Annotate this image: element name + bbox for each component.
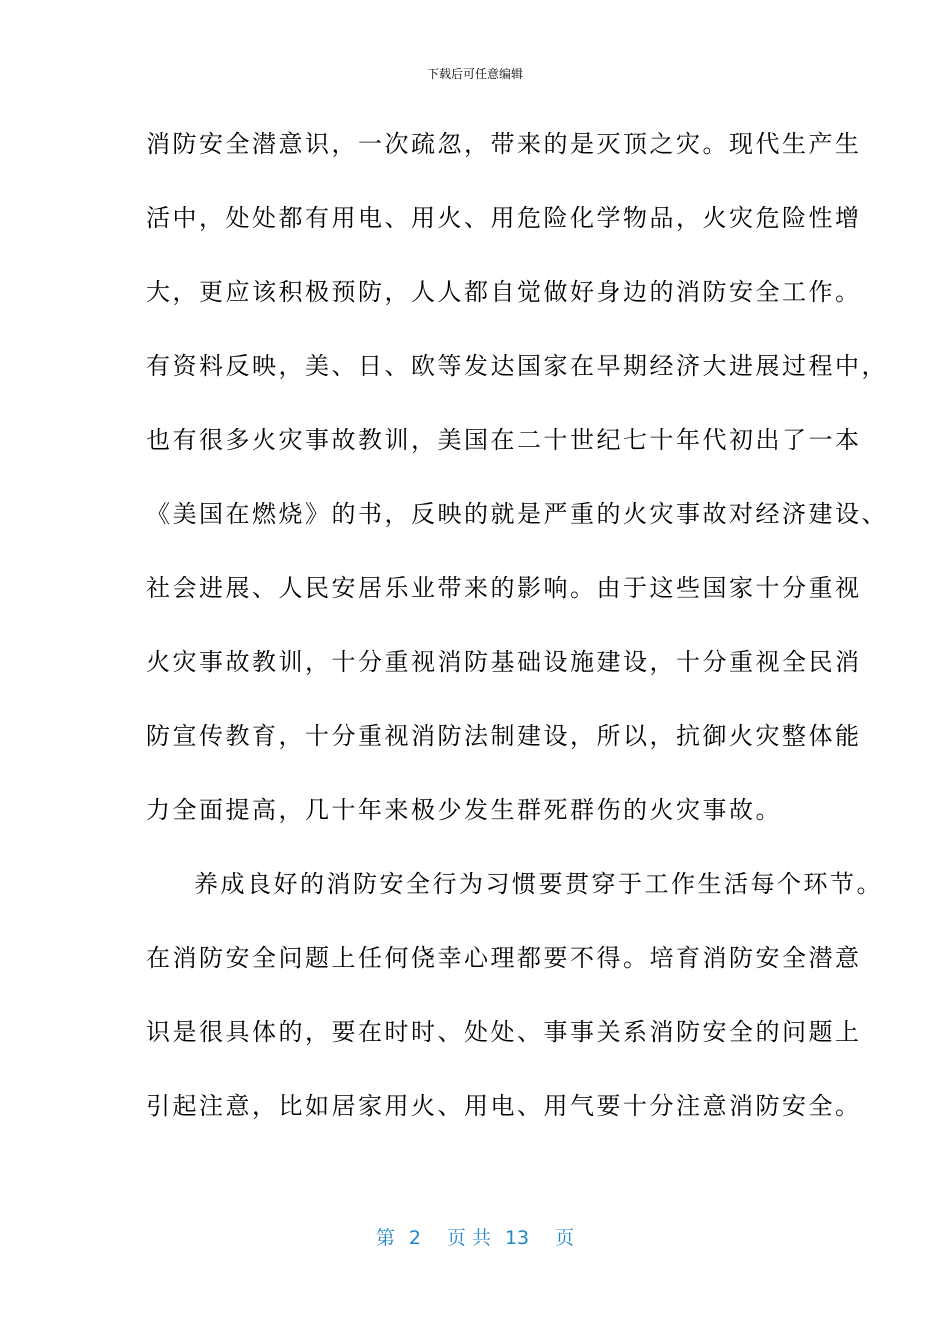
text-line-11: 养成良好的消防安全行为习惯要贯穿于工作生活每个环节。 [194, 870, 883, 898]
text-line-10: 力全面提高，几十年来极少发生群死群伤的火灾事故。 [146, 796, 782, 824]
page-footer [0, 1224, 950, 1252]
text-line-14: 引起注意，比如居家用火、用电、用气要十分注意消防安全。 [146, 1092, 862, 1120]
page-suffix: 页 [555, 1227, 575, 1249]
text-line-4: 有资料反映，美、日、欧等发达国家在早期经济大进展过程中， [146, 352, 888, 380]
total-pages-number: 13 [504, 1227, 530, 1249]
text-line-8: 火灾事故教训，十分重视消防基础设施建设，十分重视全民消 [146, 648, 862, 676]
text-line-6: 《美国在燃烧》的书，反映的就是严重的火灾事故对经济建设、 [146, 500, 888, 528]
text-line-1: 消防安全潜意识，一次疏忽，带来的是灭顶之灾。现代生产生 [146, 130, 862, 158]
page-prefix: 第 [375, 1227, 395, 1249]
text-line-13: 识是很具体的，要在时时、处处、事事关系消防安全的问题上 [146, 1018, 862, 1046]
current-page-number: 2 [408, 1227, 421, 1249]
page-header [0, 66, 950, 82]
page-middle-text: 页 共 [446, 1227, 491, 1249]
download-note: 下载后可任意编辑 [426, 67, 523, 81]
text-line-7: 社会进展、人民安居乐业带来的影响。由于这些国家十分重视 [146, 574, 862, 602]
text-line-9: 防宣传教育，十分重视消防法制建设，所以，抗御火灾整体能 [146, 722, 862, 750]
text-line-12: 在消防安全问题上任何侥幸心理都要不得。培育消防安全潜意 [146, 944, 862, 972]
text-line-2: 活中，处处都有用电、用火、用危险化学物品，火灾危险性增 [146, 204, 862, 232]
text-line-5: 也有很多火灾事故教训，美国在二十世纪七十年代初出了一本 [146, 426, 862, 454]
text-line-3: 大，更应该积极预防，人人都自觉做好身边的消防安全工作。 [146, 278, 862, 306]
